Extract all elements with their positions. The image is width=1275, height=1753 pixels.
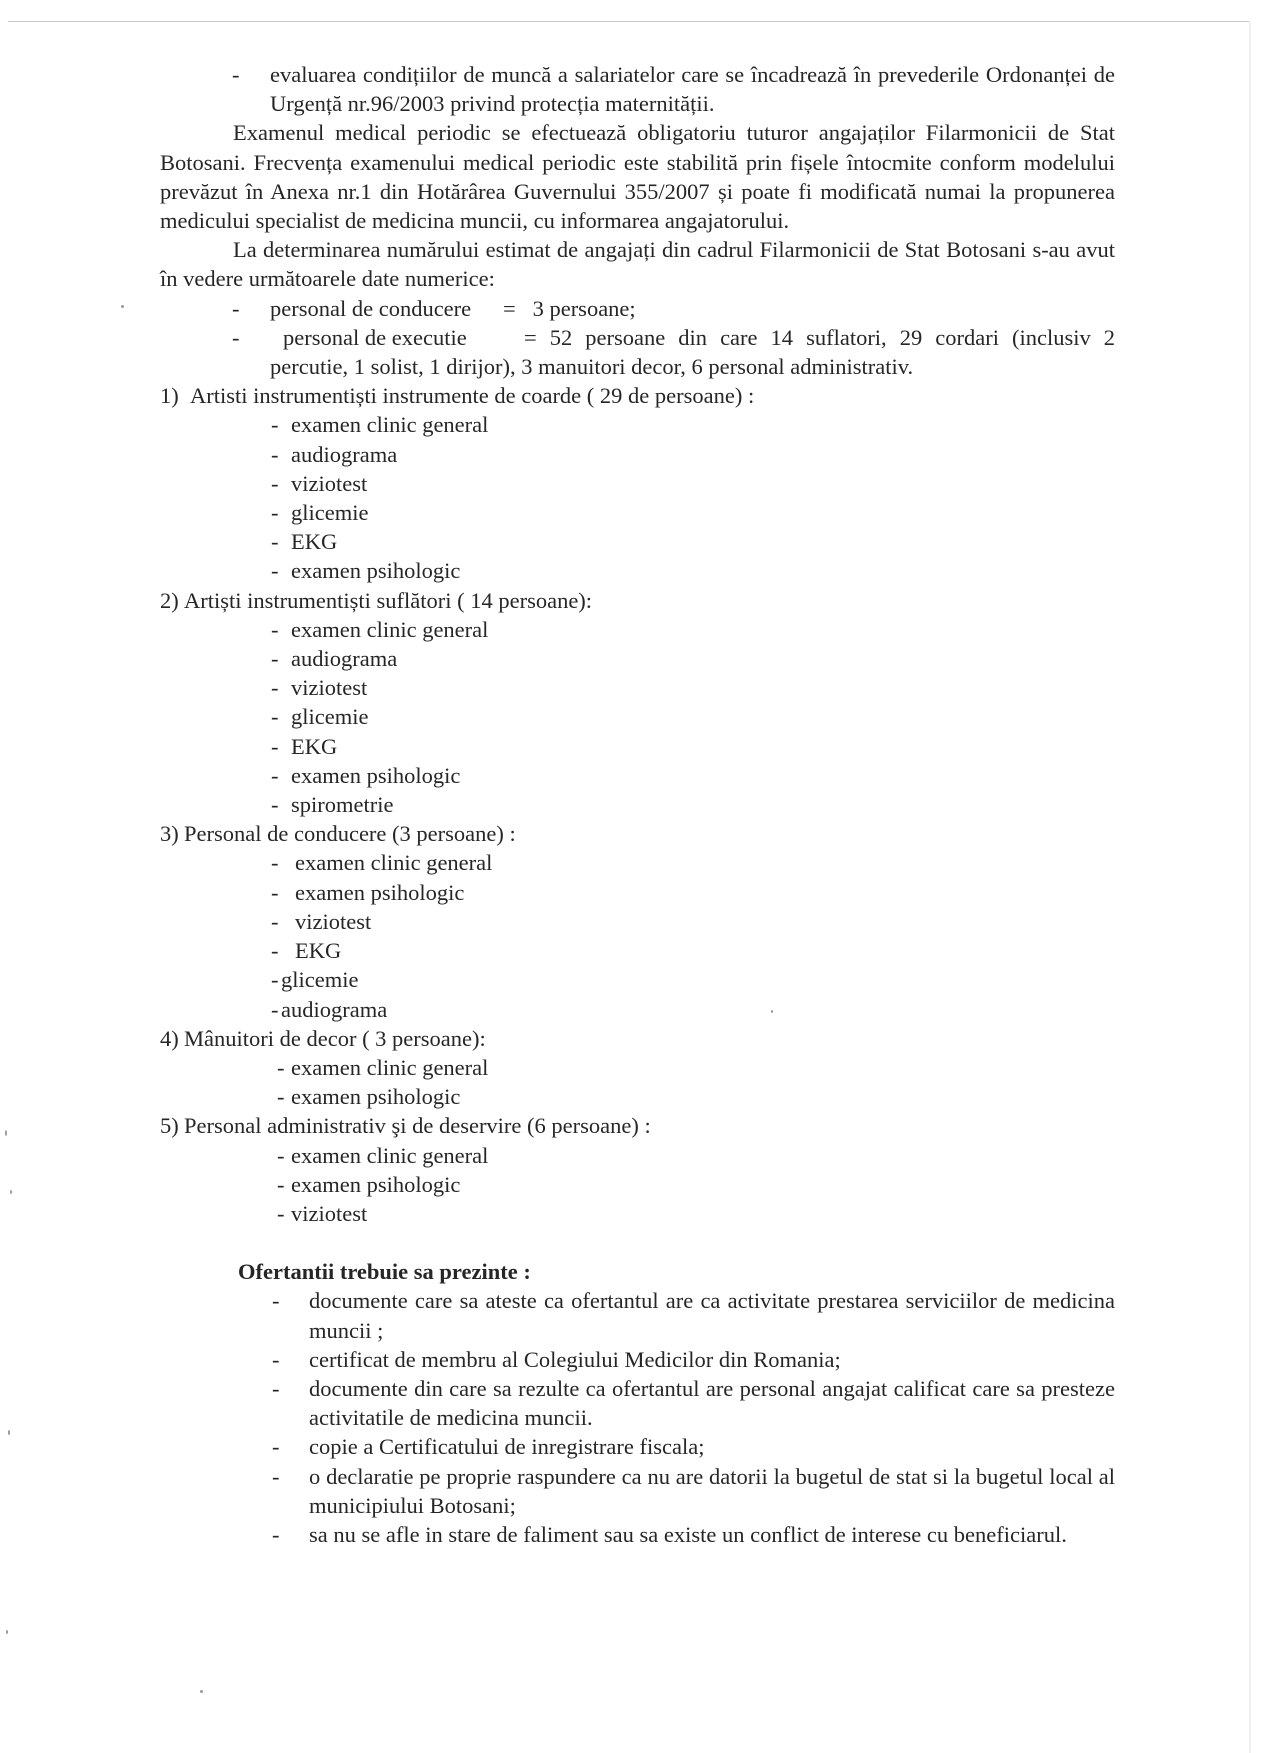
bullet-dash: -: [271, 850, 279, 876]
exam-item: [160, 440, 1115, 469]
document-body: [160, 60, 1115, 1549]
exam-item-text: glicemie: [291, 704, 369, 730]
exam-item: [160, 732, 1115, 761]
exam-item: [160, 556, 1115, 585]
exam-item-text: viziotest: [291, 675, 368, 701]
intro-bullet: [160, 60, 1115, 118]
exam-item: [160, 848, 1115, 877]
section-number: 4): [160, 1025, 179, 1051]
exam-item: [160, 1170, 1115, 1199]
scan-speck: [771, 1010, 773, 1013]
intro-bullet-text: evaluarea condițiilor de muncă a salariatelor care se încadrează în prevederile Ordonanței de Urgență nr.96/2003 privind protecția maternității.: [270, 62, 1115, 117]
bullet-dash: -: [271, 967, 279, 993]
bullet-dash: -: [271, 792, 279, 818]
exam-item-text: audiograma: [291, 441, 398, 467]
bullet-dash: -: [232, 324, 240, 350]
requirements-list: [160, 1286, 1115, 1549]
bullet-dash: -: [272, 1288, 280, 1314]
section-title: Personal administrativ şi de deservire (6 persoane) :: [184, 1113, 651, 1139]
staff-count-label: personal de executie: [283, 324, 467, 350]
paragraph-employee-estimate: La determinarea numărului estimat de angajați din cadrul Filarmonicii de Stat Botosani s-au avut în vedere următoarele date numerice:: [160, 237, 1115, 292]
section-heading: [160, 381, 1115, 410]
exam-item-text: examen clinic general: [291, 412, 489, 438]
requirement-text: copie a Certificatului de inregistrare fiscala;: [309, 1434, 705, 1460]
exam-item-text: viziotest: [291, 1200, 368, 1226]
bullet-dash: -: [272, 1375, 280, 1401]
exam-item: [160, 469, 1115, 498]
exam-item-text: viziotest: [295, 908, 372, 934]
bullet-dash: -: [232, 295, 240, 321]
exam-item: [160, 1082, 1115, 1111]
scan-speck: [200, 1690, 203, 1693]
exam-item-text: examen psihologic: [291, 1171, 461, 1197]
bullet-dash: -: [271, 704, 279, 730]
section-heading: [160, 586, 1115, 615]
exam-item-text: examen psihologic: [291, 558, 461, 584]
exam-item: [160, 995, 1115, 1024]
bullet-dash: -: [271, 733, 279, 759]
exam-item: [160, 907, 1115, 936]
exam-item: [160, 673, 1115, 702]
bullet-dash: -: [271, 762, 279, 788]
bullet-dash: -: [271, 646, 279, 672]
exam-item-text: examen clinic general: [291, 1054, 489, 1080]
requirements-heading: Ofertantii trebuie sa prezinte :: [238, 1259, 531, 1285]
equals-sign: =: [524, 324, 537, 350]
section-heading: [160, 1111, 1115, 1140]
scan-speck: [5, 1130, 7, 1136]
bullet-dash: -: [277, 1084, 285, 1110]
requirement-text: certificat de membru al Colegiului Medicilor din Romania;: [309, 1346, 841, 1372]
exam-item: [160, 790, 1115, 819]
exam-item-text: EKG: [295, 938, 342, 964]
bullet-dash: -: [277, 1054, 285, 1080]
scan-speck: [10, 1190, 12, 1194]
scan-page-edge-top: [8, 21, 1249, 22]
section-number: 3): [160, 821, 179, 847]
bullet-dash: -: [271, 529, 279, 555]
bullet-dash: -: [271, 879, 279, 905]
requirement-item: [160, 1286, 1115, 1344]
exam-item-text: examen psihologic: [291, 762, 461, 788]
exam-item-text: examen clinic general: [295, 850, 493, 876]
exam-item-text: viziotest: [291, 470, 368, 496]
scan-speck: [6, 1630, 8, 1634]
exam-item: [160, 878, 1115, 907]
bullet-dash: -: [271, 470, 279, 496]
bullet-dash: -: [271, 908, 279, 934]
bullet-dash: -: [271, 675, 279, 701]
requirement-item: [160, 1432, 1115, 1461]
section-number: 5): [160, 1113, 179, 1139]
section-title: Mânuitori de decor ( 3 persoane):: [184, 1025, 486, 1051]
requirement-text: o declaratie pe proprie raspundere ca nu are datorii la bugetul de stat si la bugetul local al municipiului Botosani;: [309, 1463, 1115, 1518]
exam-item: [160, 498, 1115, 527]
bullet-dash: -: [272, 1434, 280, 1460]
section-number: 1): [160, 383, 179, 409]
exam-item: [160, 615, 1115, 644]
exam-item: [160, 761, 1115, 790]
requirement-text: documente din care sa rezulte ca ofertantul are personal angajat calificat care sa presteze activitatile de medicina muncii.: [309, 1375, 1115, 1431]
requirement-text: documente care sa ateste ca ofertantul are ca activitate prestarea serviciilor de medicina muncii ;: [309, 1288, 1115, 1343]
exam-sections: [160, 381, 1115, 1228]
section-heading: [160, 1024, 1115, 1053]
exam-item: [160, 1141, 1115, 1170]
staff-count-management: [160, 294, 1115, 323]
scan-speck: [8, 1430, 10, 1435]
exam-item-text: examen clinic general: [291, 1142, 489, 1168]
exam-item-text: examen clinic general: [291, 616, 489, 642]
bullet-dash: -: [271, 938, 279, 964]
scan-speck: [121, 305, 124, 308]
section-title: Artiști instrumentiști suflători ( 14 persoane):: [184, 587, 593, 613]
section-number: 2): [160, 587, 179, 613]
requirement-item: [160, 1462, 1115, 1520]
exam-item: [160, 644, 1115, 673]
section-heading: [160, 819, 1115, 848]
bullet-dash: -: [271, 412, 279, 438]
staff-count-value: 52 persoane din care 14 suflatori, 29 cordari (inclusiv 2 percutie, 1 solist, 1 dirijor), 3 manuitori decor, 6 personal administrativ.: [270, 324, 1116, 380]
section-title: Personal de conducere (3 persoane) :: [184, 821, 516, 847]
staff-count-value: 3 persoane;: [532, 295, 636, 321]
bullet-dash: -: [271, 500, 279, 526]
exam-item: [160, 527, 1115, 556]
requirement-item: [160, 1374, 1115, 1432]
staff-count-execution: [160, 323, 1115, 381]
requirement-item: [160, 1520, 1115, 1549]
bullet-dash: -: [277, 1171, 285, 1197]
exam-item-text: EKG: [291, 733, 338, 759]
requirement-text: sa nu se afle in stare de faliment sau sa existe un conflict de interese cu beneficiarul.: [309, 1521, 1067, 1547]
exam-item-text: spirometrie: [291, 792, 394, 818]
bullet-dash: -: [277, 1142, 285, 1168]
bullet-dash: -: [271, 616, 279, 642]
exam-item-text: glicemie: [281, 967, 359, 993]
bullet-dash: -: [271, 441, 279, 467]
staff-count-label: personal de conducere: [270, 295, 472, 321]
bullet-dash: -: [271, 996, 279, 1022]
exam-item: [160, 702, 1115, 731]
section-title: Artisti instrumentiști instrumente de coarde ( 29 de persoane) :: [190, 383, 755, 409]
exam-item-text: audiograma: [281, 996, 388, 1022]
exam-item: [160, 936, 1115, 965]
exam-item-text: audiograma: [291, 646, 398, 672]
bullet-dash: -: [272, 1463, 280, 1489]
exam-item-text: glicemie: [291, 500, 369, 526]
paragraph-periodic-exam: Examenul medical periodic se efectuează obligatoriu tuturor angajaților Filarmonicii de Stat Botosani. Frecvența examenului medical periodic este stabilită prin fișele întocmite conform modelului prevăzut în Anexa nr.1 din Hotărârea Guvernului 355/2007 și poate fi modificată numai la propunerea medicului specialist de medicina muncii, cu informarea angajatorului.: [160, 120, 1115, 234]
requirement-item: [160, 1345, 1115, 1374]
bullet-dash: -: [272, 1521, 280, 1547]
equals-sign: =: [503, 295, 516, 321]
exam-item: [160, 410, 1115, 439]
exam-item: [160, 965, 1115, 994]
exam-item-text: EKG: [291, 529, 338, 555]
scan-page-edge-right: [1249, 21, 1251, 1753]
bullet-dash: -: [271, 558, 279, 584]
exam-item: [160, 1199, 1115, 1228]
exam-item: [160, 1053, 1115, 1082]
bullet-dash: -: [272, 1346, 280, 1372]
bullet-dash: -: [232, 62, 240, 87]
exam-item-text: examen psihologic: [295, 879, 465, 905]
bullet-dash: -: [277, 1200, 285, 1226]
exam-item-text: examen psihologic: [291, 1084, 461, 1110]
